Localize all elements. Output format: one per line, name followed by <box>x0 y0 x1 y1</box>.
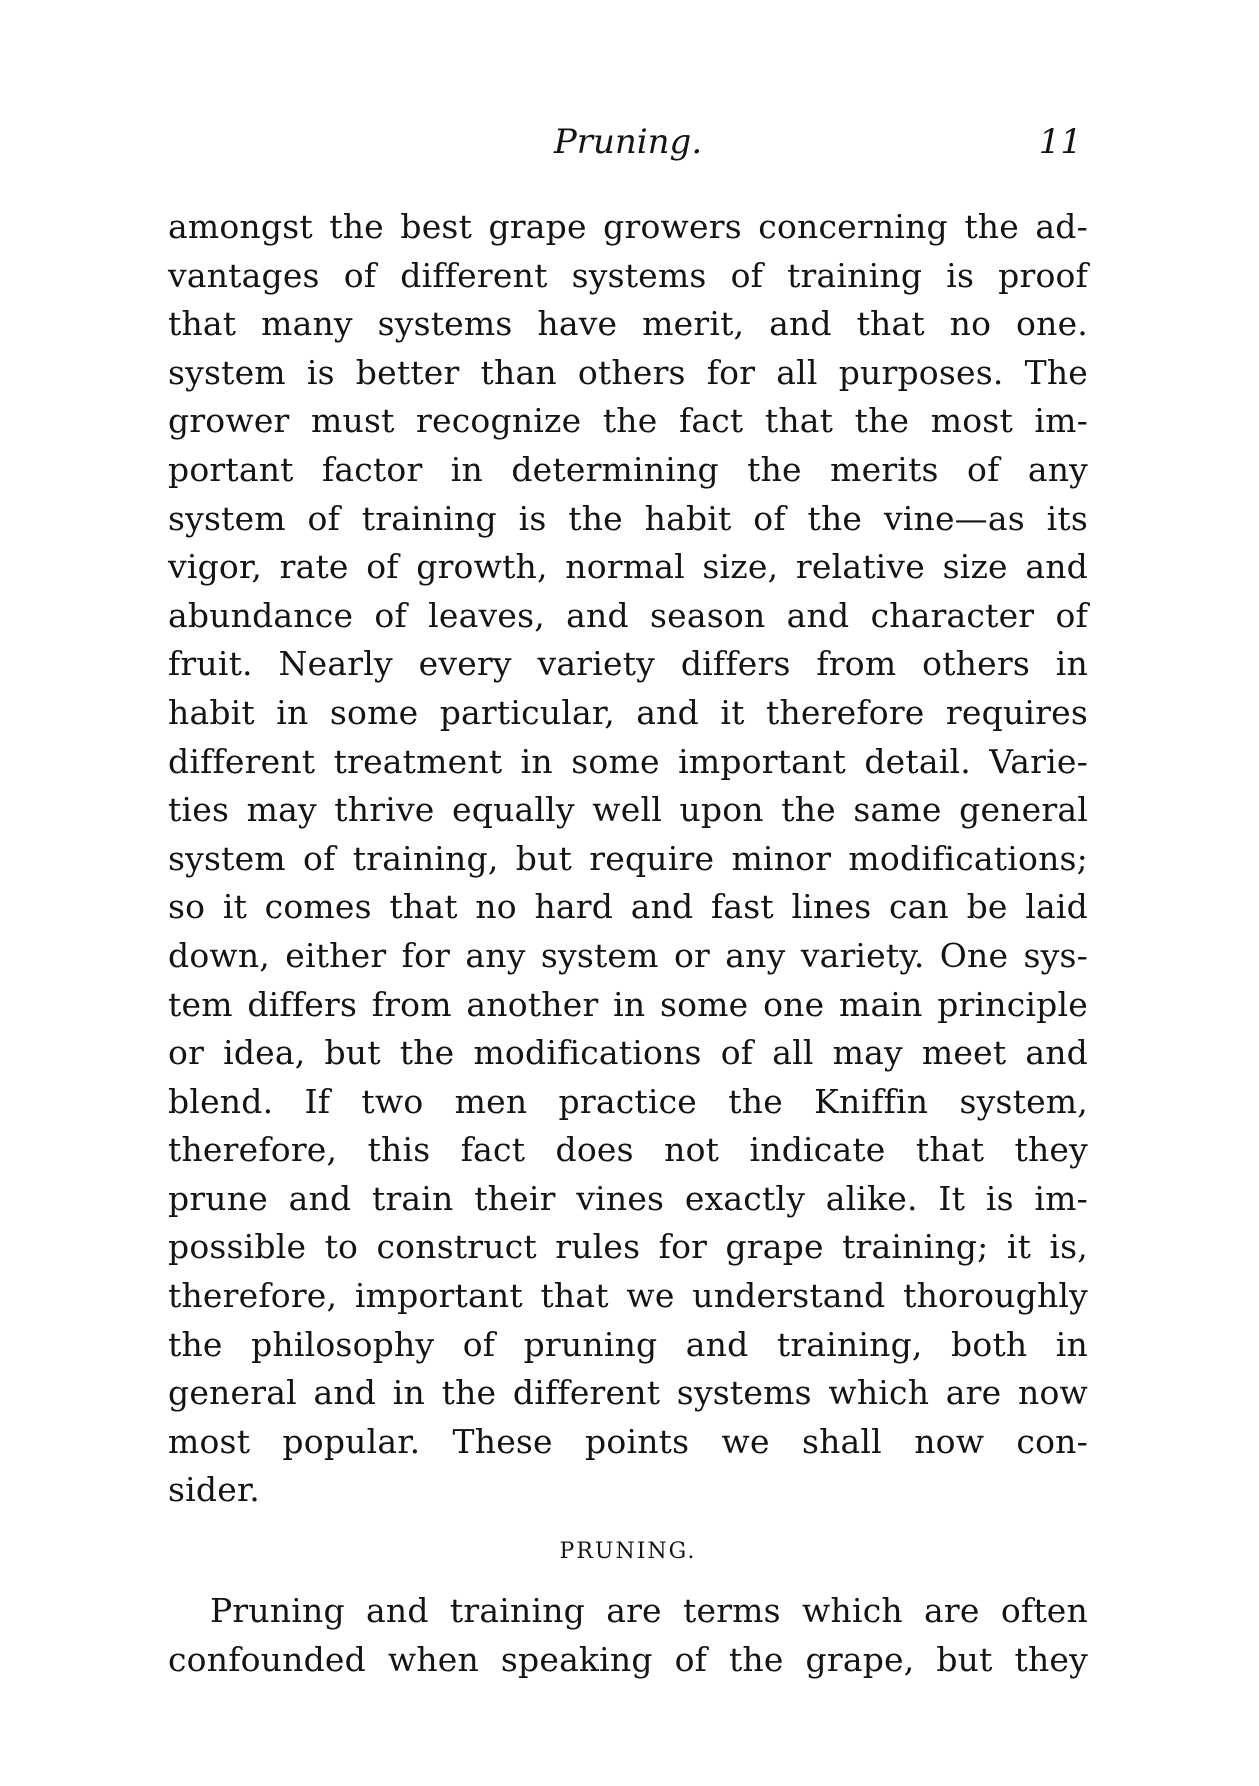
page-number: 11 <box>1038 122 1082 162</box>
text-line: grower must recognize the fact that the most im- <box>168 401 1088 441</box>
text-line: therefore, this fact does not indicate that they <box>168 1130 1088 1170</box>
text-line: sider. <box>168 1470 260 1510</box>
text-line: system is better than others for all purposes. The <box>168 352 1088 392</box>
text-line: confounded when speaking of the grape, but they <box>168 1639 1088 1679</box>
text-line: system of training, but require minor modifications; <box>168 838 1088 878</box>
text-line: so it comes that no hard and fast lines can be laid <box>168 887 1088 927</box>
text-line: Pruning and training are terms which are often <box>210 1591 1088 1631</box>
text-line: ties may thrive equally well upon the same general <box>168 790 1088 830</box>
text-line: abundance of leaves, and season and character of <box>168 595 1088 635</box>
text-line: system of training is the habit of the vine—as its <box>168 498 1088 538</box>
text-line: blend. If two men practice the Kniffin system, <box>168 1081 1088 1121</box>
text-line: fruit. Nearly every variety differs from others in <box>168 644 1088 684</box>
text-line: different treatment in some important detail. Varie- <box>168 741 1088 781</box>
text-line: therefore, important that we understand thoroughly <box>168 1276 1088 1316</box>
running-title: Pruning. <box>553 122 703 162</box>
text-line: tem differs from another in some one main principle <box>168 984 1088 1024</box>
paragraph-continued <box>168 203 1088 1515</box>
text-line: possible to construct rules for grape training; it is, <box>168 1227 1088 1267</box>
text-line: general and in the different systems which are now <box>168 1373 1088 1413</box>
text-line: portant factor in determining the merits of any <box>168 449 1088 489</box>
text-line: the philosophy of pruning and training, both in <box>168 1324 1088 1364</box>
body-text <box>168 203 1088 1684</box>
text-line: down, either for any system or any variety. One sys- <box>168 935 1088 975</box>
section-heading: PRUNING. <box>559 1539 697 1565</box>
text-line: vigor, rate of growth, normal size, relative size and <box>168 547 1088 587</box>
text-line: prune and train their vines exactly alike. It is im- <box>168 1178 1088 1218</box>
text-line: or idea, but the modifications of all may meet and <box>168 1033 1088 1073</box>
text-line: most popular. These points we shall now con- <box>168 1421 1088 1461</box>
text-line: vantages of different systems of training is proof <box>168 255 1088 295</box>
paragraph <box>168 1587 1088 1684</box>
running-head <box>168 120 1088 170</box>
text-line: habit in some particular, and it therefore requires <box>168 692 1088 732</box>
text-line: that many systems have merit, and that no one. <box>168 304 1088 344</box>
text-line: amongst the best grape growers concerning the ad- <box>168 207 1088 246</box>
